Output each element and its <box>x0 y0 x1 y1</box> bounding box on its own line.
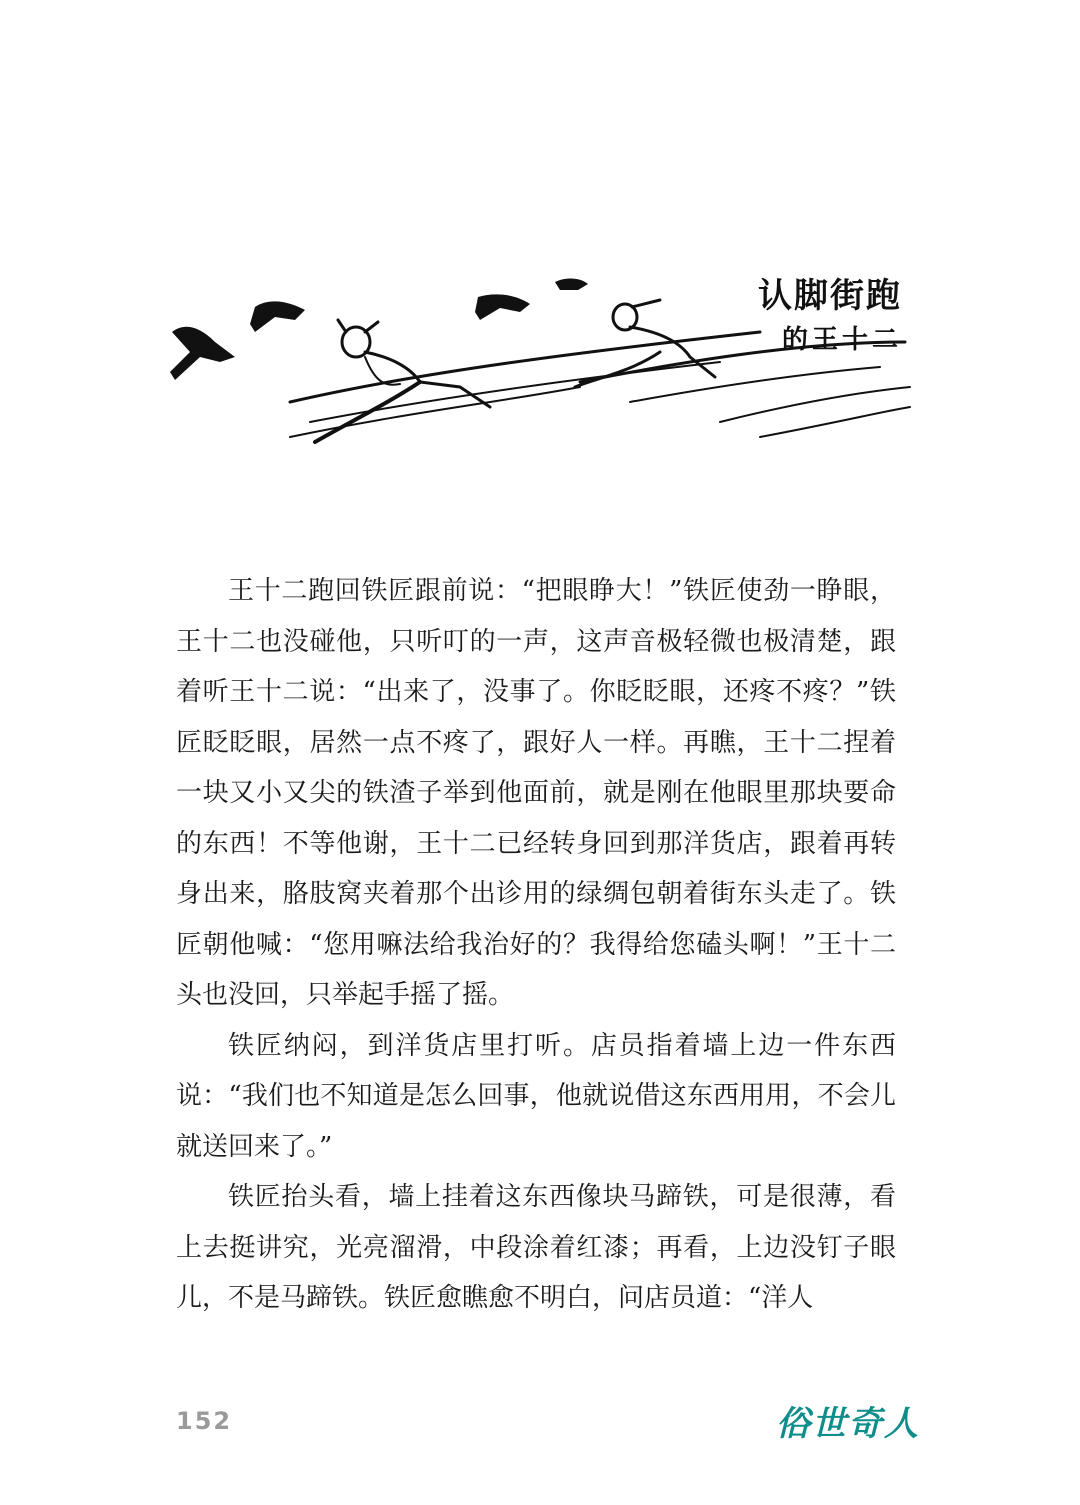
chapter-header-illustration <box>160 262 920 462</box>
book-title-mark: 俗世奇人 <box>776 1404 920 1444</box>
chapter-title <box>758 268 902 356</box>
paragraph: 铁匠纳闷，到洋货店里打听。店员指着墙上边一件东西说：“我们也不知道是怎么回事，他就说借这东西用用，不会儿就送回来了。” <box>176 1030 896 1162</box>
paragraph: 铁匠抬头看，墙上挂着这东西像块马蹄铁，可是很薄，看上去挺讲究，光亮溜滑，中段涂着红漆；再看，上边没钉子眼儿，不是马蹄铁。铁匠愈瞧愈不明白，问店员道：“洋人 <box>176 1182 896 1313</box>
paragraph: 王十二跑回铁匠跟前说：“把眼睁大！”铁匠使劲一睁眼，王十二也没碰他，只听叮的一声，这声音极轻微也极清楚，跟着听王十二说：“出来了，没事了。你眨眨眼，还疼不疼？”铁匠眨眨眼，居然一点不疼了，跟好人一样。再瞧，王十二捏着一块又小又尖的铁渣子举到他面前，就是刚在他眼里那块要命的东西！不等他谢，王十二已经转身回到那洋货店，跟着再转身出来，胳肢窝夹着那个出诊用的绿绸包朝着街东头走了。铁匠朝他喊：“您用嘛法给我治好的？我得给您磕头啊！”王十二头也没回，只举起手摇了摇。 <box>176 576 896 1010</box>
chapter-title-line1: 认脚街跑 <box>758 276 902 316</box>
chapter-title-line2: 的王十二 <box>781 325 902 355</box>
page-number: 152 <box>176 1407 233 1435</box>
body-text <box>176 566 896 1324</box>
